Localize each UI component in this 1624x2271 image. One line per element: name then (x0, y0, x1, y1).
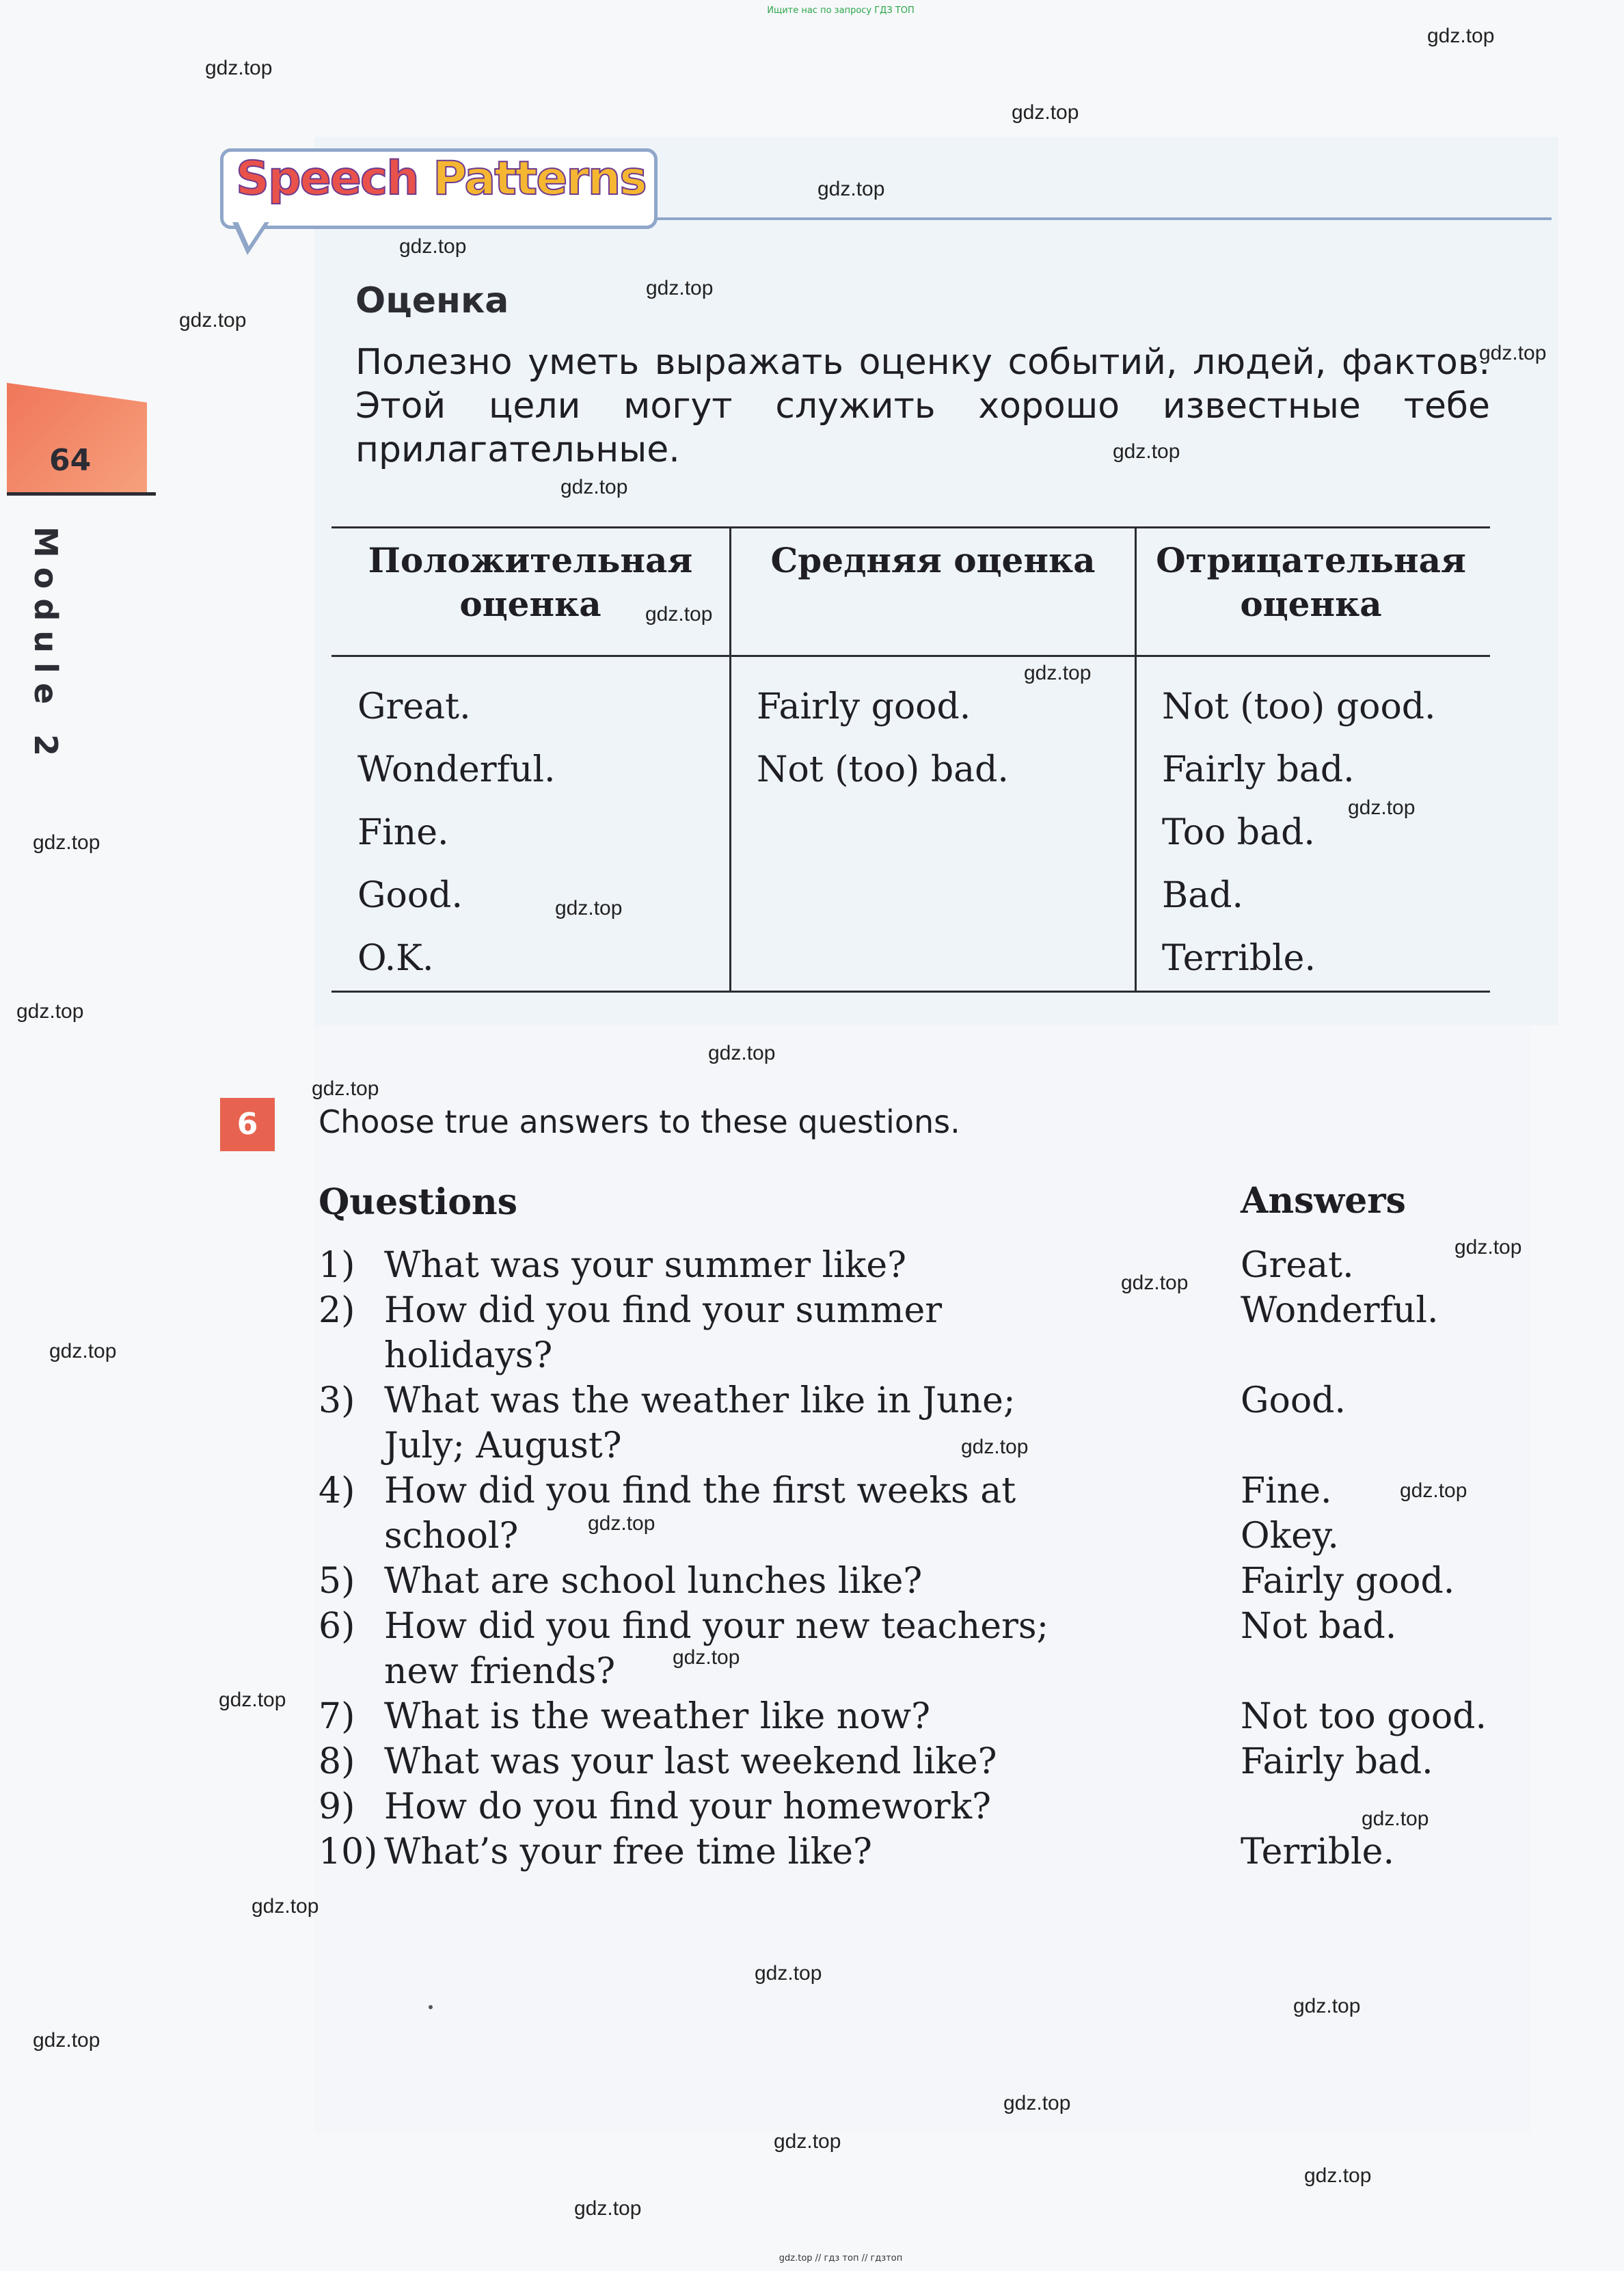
watermark: gdz.top (179, 309, 247, 332)
table-column-divider (729, 526, 731, 993)
answer-item (1241, 1649, 1487, 1694)
question-number: 10) (319, 1831, 378, 1872)
positive-header: Положительная оценка (368, 540, 693, 624)
watermark: gdz.top (1400, 1479, 1467, 1502)
answer-item: Not too good. (1241, 1696, 1487, 1737)
watermark: gdz.top (673, 1646, 740, 1669)
question-text: What are school lunches like? (384, 1561, 923, 1602)
question-text: What was your summer like? (384, 1245, 907, 1286)
positive-list (357, 675, 556, 990)
list-item: Too bad. (1162, 812, 1315, 853)
question-number: 6) (319, 1606, 355, 1647)
banner-rule (656, 217, 1552, 220)
answer-item: Fairly good. (1241, 1561, 1455, 1602)
table-header-rule (331, 655, 1490, 657)
question-text: What was your last weekend like? (384, 1741, 997, 1782)
section-heading: Оценка (355, 280, 509, 321)
neutral-header: Средняя оценка (770, 540, 1096, 580)
question-number: 4) (319, 1470, 355, 1511)
question-text: What is the weather like now? (384, 1696, 930, 1737)
watermark: gdz.top (560, 476, 628, 498)
question-text: How did you find the first weeks at school? (384, 1470, 1016, 1557)
questions-header: Questions (319, 1181, 518, 1223)
bottom-notice: gdz.top // гдз топ // гдзтоп (779, 2253, 903, 2263)
watermark: gdz.top (33, 831, 100, 854)
answer-item (1241, 1423, 1487, 1468)
exercise-number-badge: 6 (220, 1098, 275, 1151)
watermark: gdz.top (1362, 1808, 1429, 1830)
answer-item: Not bad. (1241, 1606, 1397, 1647)
answer-item: Great. (1241, 1245, 1354, 1286)
negative-header: Отрицательная оценка (1156, 540, 1466, 624)
intro-paragraph: Полезно уметь выражать оценку событий, людей, фактов. Этой цели могут служить хорошо известные тебе прилагательные. (355, 342, 1490, 470)
watermark: gdz.top (1003, 2092, 1071, 2114)
question-number: 5) (319, 1561, 355, 1602)
watermark: gdz.top (708, 1042, 776, 1064)
watermark: gdz.top (49, 1340, 117, 1362)
list-item: Great. (357, 686, 471, 727)
watermark: gdz.top (33, 2029, 100, 2052)
watermark: gdz.top (555, 897, 623, 919)
question-number: 9) (319, 1786, 355, 1827)
question-number: 7) (319, 1696, 355, 1737)
list-item: O.K. (357, 938, 434, 979)
answers-header: Answers (1241, 1180, 1406, 1222)
watermark: gdz.top (1293, 1995, 1361, 2017)
patterns-word: Patterns (433, 152, 646, 206)
list-item: Good. (357, 875, 463, 916)
watermark: gdz.top (645, 603, 713, 626)
answer-item: Wonderful. (1241, 1290, 1439, 1331)
watermark: gdz.top (205, 57, 273, 79)
watermark: gdz.top (1454, 1236, 1522, 1259)
negative-list (1162, 675, 1436, 990)
questions-list (319, 1243, 1105, 1874)
list-item: Fairly bad. (1162, 749, 1355, 790)
question-number: 3) (319, 1380, 355, 1421)
evaluation-table (331, 526, 1490, 993)
table-bottom-rule (331, 991, 1490, 993)
question-number: 8) (319, 1741, 355, 1782)
table-top-rule (331, 526, 1490, 528)
watermark: gdz.top (1121, 1272, 1189, 1294)
question-text: What’s your free time like? (384, 1831, 872, 1872)
watermark: gdz.top (817, 178, 885, 200)
watermark: gdz.top (16, 1000, 84, 1023)
watermark: gdz.top (588, 1512, 655, 1535)
question-item (319, 1829, 1105, 1874)
neutral-list (757, 675, 1009, 801)
watermark: gdz.top (1113, 440, 1180, 463)
watermark: gdz.top (1024, 662, 1092, 684)
watermark: gdz.top (1012, 101, 1079, 124)
question-text: What was the weather like in June; July; August? (384, 1380, 1016, 1466)
watermark: gdz.top (1479, 342, 1547, 364)
list-item: Fine. (357, 812, 449, 853)
module-label: Module 2 (27, 526, 64, 766)
question-text: How do you find your homework? (384, 1786, 992, 1827)
list-item: Fairly good. (757, 686, 971, 727)
question-item (319, 1559, 1105, 1604)
question-item (319, 1468, 1105, 1559)
watermark: gdz.top (774, 2130, 841, 2153)
list-item: Bad. (1162, 875, 1244, 916)
watermark: gdz.top (574, 2197, 642, 2220)
page-number: 64 (49, 443, 92, 478)
answer-item: Terrible. (1241, 1831, 1394, 1872)
list-item: Not (too) good. (1162, 686, 1436, 727)
watermark: gdz.top (1348, 796, 1416, 819)
list-item: Terrible. (1162, 938, 1316, 979)
watermark: gdz.top (1304, 2164, 1372, 2187)
question-item (319, 1739, 1105, 1784)
answer-item: Okey. (1241, 1516, 1339, 1557)
answer-item (1241, 1333, 1487, 1378)
watermark: gdz.top (961, 1436, 1029, 1458)
question-item (319, 1243, 1105, 1288)
answer-item: Fine. (1241, 1470, 1332, 1511)
question-text: How did you find your new teachers; new friends? (384, 1606, 1049, 1692)
question-item (319, 1784, 1105, 1829)
watermark: gdz.top (399, 235, 467, 258)
side-divider (7, 492, 156, 496)
list-item: Not (too) bad. (757, 749, 1009, 790)
question-number: 1) (319, 1245, 355, 1286)
watermark: gdz.top (1427, 25, 1495, 47)
list-item: Wonderful. (357, 749, 556, 790)
print-dot (429, 2005, 433, 2009)
question-item (319, 1288, 1105, 1378)
answers-list (1241, 1243, 1487, 1874)
question-text: How did you find your summer holidays? (384, 1290, 943, 1376)
speech-word: Speech (236, 152, 418, 206)
watermark: gdz.top (252, 1895, 319, 1918)
exercise-instruction: Choose true answers to these questions. (319, 1103, 960, 1140)
question-item (319, 1694, 1105, 1739)
answer-item: Good. (1241, 1380, 1346, 1421)
watermark: gdz.top (646, 277, 714, 299)
watermark: gdz.top (312, 1077, 379, 1100)
answer-item: Fairly bad. (1241, 1741, 1433, 1782)
question-number: 2) (319, 1290, 355, 1331)
top-notice: Ищите нас по запросу ГДЗ ТОП (767, 5, 915, 16)
watermark: gdz.top (219, 1689, 286, 1711)
speech-bubble-tail-inner (238, 221, 265, 246)
watermark: gdz.top (755, 1962, 822, 1985)
speech-patterns-title (236, 152, 646, 206)
